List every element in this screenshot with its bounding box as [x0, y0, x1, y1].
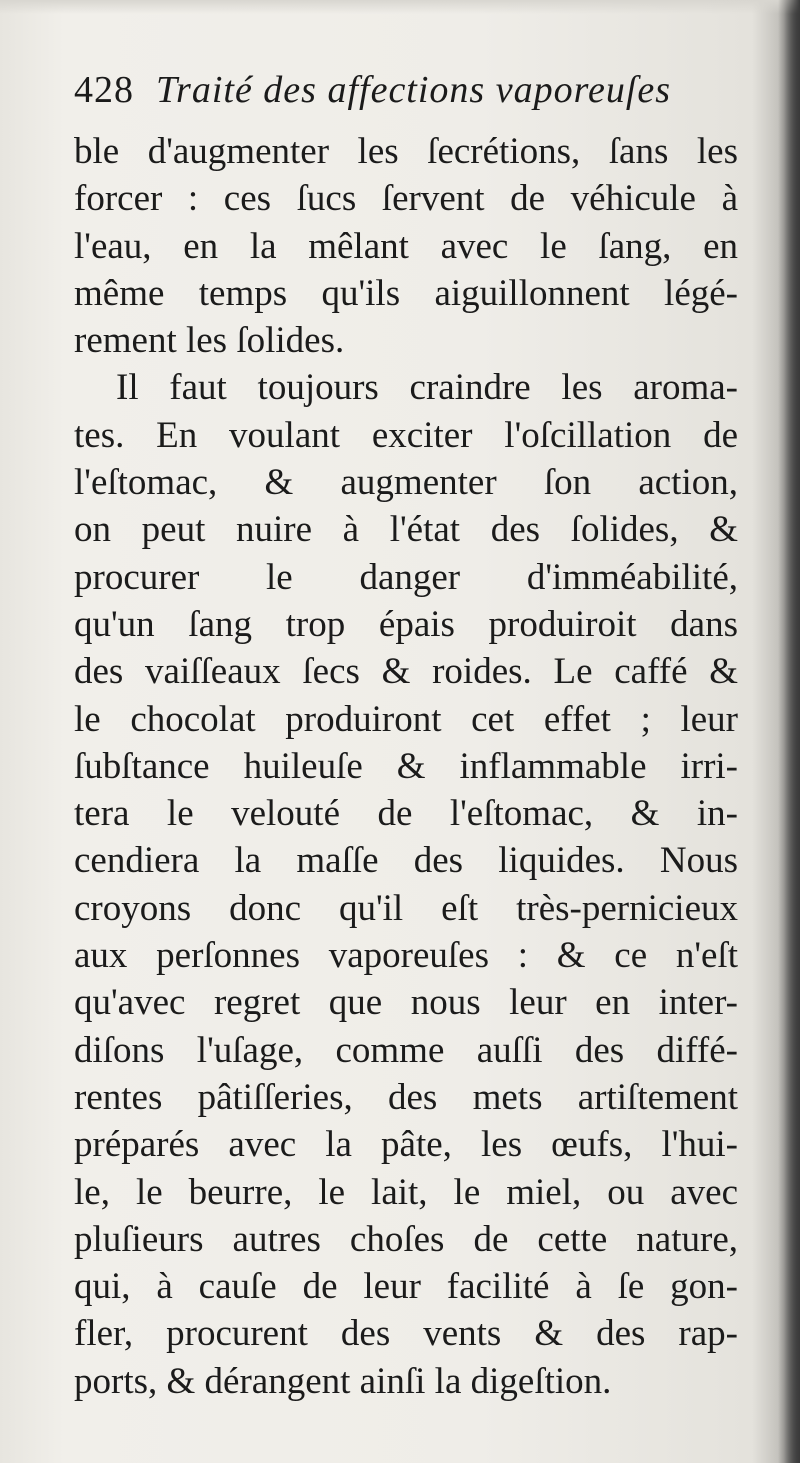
text-line: forcer : ces ſucs ſervent de véhicule à — [74, 178, 738, 220]
page-gutter-shadow — [778, 0, 800, 1463]
text-line: tes. En voulant exciter l'oſcillation de — [74, 414, 738, 456]
text-line: le, le beurre, le lait, le miel, ou avec — [74, 1171, 738, 1213]
text-line: préparés avec la pâte, les œufs, l'hui- — [74, 1124, 738, 1166]
text-line: l'eſtomac, & augmenter ſon action, — [74, 462, 738, 504]
text-line: croyons donc qu'il eſt très-pernicieux — [74, 887, 738, 929]
text-line: rement les ſolides. — [74, 320, 345, 362]
text-line: aux perſonnes vaporeuſes : & ce n'eſt — [74, 935, 738, 977]
text-line: qui, à cauſe de leur facilité à ſe gon- — [74, 1266, 738, 1308]
text-line: diſons l'uſage, comme auſſi des diffé- — [74, 1029, 738, 1071]
text-line: qu'avec regret que nous leur en inter- — [74, 982, 738, 1024]
text-line: cendiera la maſſe des liquides. Nous — [74, 840, 738, 882]
running-title: Traité des affections vaporeuſes — [156, 69, 672, 111]
text-line: ble d'augmenter les ſecrétions, ſans les — [74, 131, 738, 172]
text-line: fler, procurent des vents & des rap- — [74, 1313, 738, 1355]
body-text — [74, 128, 738, 1405]
text-line: le chocolat produiront cet effet ; leur — [74, 698, 738, 740]
text-line: ſubſtance huileuſe & inflammable irri- — [74, 745, 738, 787]
page-top-edge — [0, 0, 800, 14]
text-line: des vaiſſeaux ſecs & roides. Le caffé & — [74, 651, 738, 693]
text-line: Il faut toujours craindre les aroma- — [116, 367, 738, 409]
text-line: tera le velouté de l'eſtomac, & in- — [74, 793, 738, 835]
text-line: rentes pâtiſſeries, des mets artiſtement — [74, 1076, 738, 1118]
text-line: même temps qu'ils aiguillonnent légé- — [74, 272, 738, 314]
text-line: on peut nuire à l'état des ſolides, & — [74, 509, 738, 551]
text-line: procurer le danger d'imméabilité, — [74, 556, 738, 598]
text-line: qu'un ſang trop épais produiroit dans — [74, 603, 738, 645]
text-line: pluſieurs autres choſes de cette nature, — [74, 1218, 738, 1260]
page-number: 428 — [74, 69, 134, 111]
running-head — [74, 62, 734, 122]
text-line: ports, & dérangent ainſi la digeſtion. — [74, 1360, 612, 1402]
text-line: l'eau, en la mêlant avec le ſang, en — [74, 225, 738, 267]
